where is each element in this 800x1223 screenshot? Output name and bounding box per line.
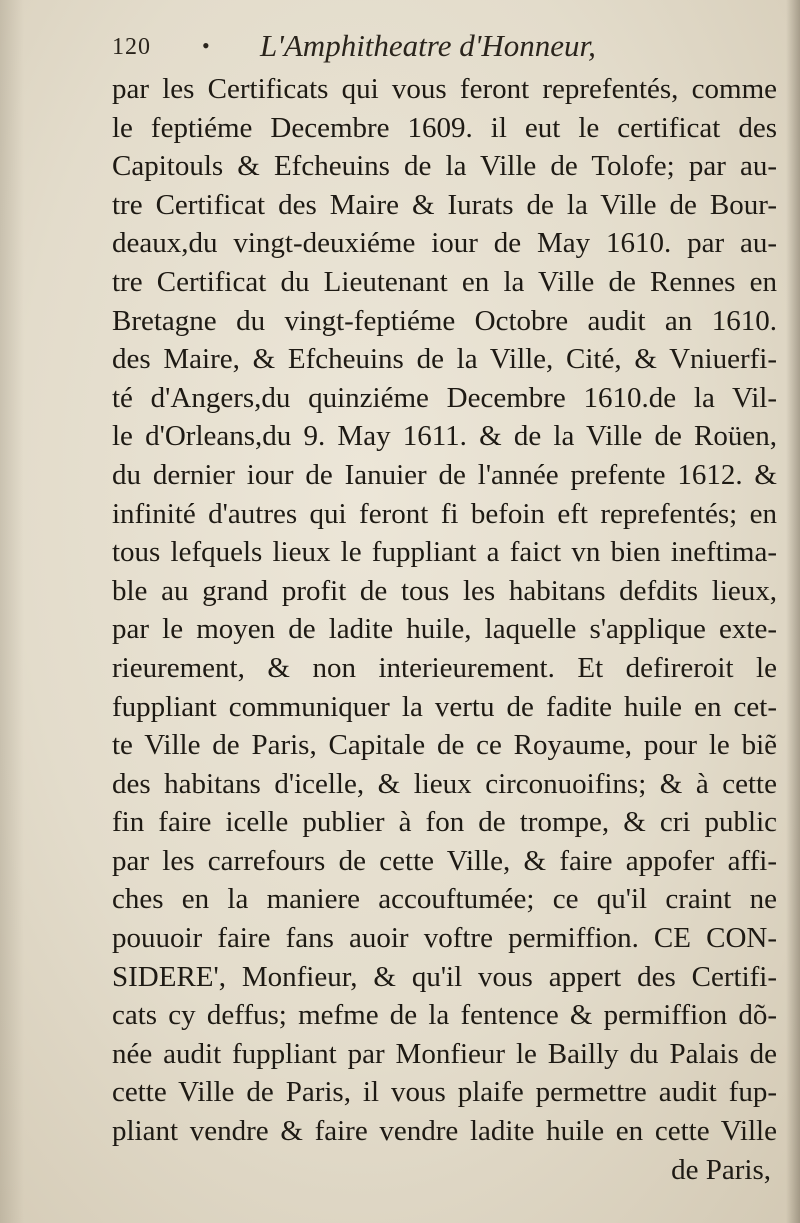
text-line-3: Capitouls & Efcheuins de la Ville de Tolofe; par au- — [112, 150, 777, 183]
body-text — [112, 70, 777, 1189]
text-line-20: fin faire icelle publier à fon de trompe, & cri public — [112, 806, 777, 839]
text-line-1: par les Certificats qui vous feront reprefentés, comme — [112, 73, 777, 105]
text-line-15: par le moyen de ladite huile, laquelle s'applique exte- — [112, 613, 777, 646]
text-line-14: ble au grand profit de tous les habitans defdits lieux, — [112, 574, 777, 607]
text-line-11: du dernier iour de Ianuier de l'année prefente 1612. & — [112, 458, 777, 491]
text-line-17: fuppliant communiquer la vertu de fadite huile en cet- — [112, 690, 777, 723]
page-edge-shadow — [786, 0, 800, 1223]
text-line-4: tre Certificat des Maire & Iurats de la Ville de Bour- — [112, 188, 777, 221]
text-line-28: pliant vendre & faire vendre ladite huile en cette Ville — [112, 1115, 777, 1148]
text-line-21: par les carrefours de cette Ville, & faire appofer affi- — [112, 844, 777, 877]
text-line-16: rieurement, & non interieurement. Et defireroit le — [112, 651, 777, 684]
text-line-6: tre Certificat du Lieutenant en la Ville de Rennes en — [112, 265, 777, 298]
text-line-12: infinité d'autres qui feront fi befoin eft reprefentés; en — [112, 497, 777, 530]
text-line-19: des habitans d'icelle, & lieux circonuoifins; & à cette — [112, 767, 777, 800]
text-line-10: le d'Orleans,du 9. May 1611. & de la Ville de Roüen, — [112, 420, 777, 453]
text-line-7: Bretagne du vingt-feptiéme Octobre audit an 1610. — [112, 304, 777, 337]
text-line-26: née audit fuppliant par Monfieur le Bailly du Palais de — [112, 1037, 777, 1070]
text-line-24: SIDERE', Monfieur, & qu'il vous appert des Certifi- — [112, 960, 777, 993]
text-line-13: tous lefquels lieux le fuppliant a faict vn bien ineftima- — [112, 536, 777, 569]
page-gutter-shadow — [0, 0, 24, 1223]
running-head — [112, 28, 672, 68]
text-line-25: cats cy deffus; mefme de la fentence & permiffion dõ- — [112, 999, 777, 1032]
text-line-18: te Ville de Paris, Capitale de ce Royaume, pour le biẽ — [112, 729, 777, 762]
text-line-27: cette Ville de Paris, il vous plaife permettre audit fup- — [112, 1076, 777, 1109]
ornament-dot: • — [202, 33, 210, 58]
text-line-29: de Paris, — [671, 1153, 771, 1186]
text-line-9: té d'Angers,du quinziéme Decembre 1610.de la Vil- — [112, 381, 777, 414]
running-title: L'Amphitheatre d'Honneur, — [260, 28, 596, 63]
page-number: 120 — [112, 34, 151, 60]
text-line-23: pouuoir faire fans auoir voftre permiffion. CE CON- — [112, 922, 777, 955]
text-line-8: des Maire, & Efcheuins de la Ville, Cité, & Vniuerfi- — [112, 343, 777, 376]
text-line-5: deaux,du vingt-deuxiéme iour de May 1610. par au- — [112, 227, 777, 260]
text-line-22: ches en la maniere accouftumée; ce qu'il craint ne — [112, 883, 777, 916]
text-line-2: le feptiéme Decembre 1609. il eut le certificat des — [112, 111, 777, 144]
